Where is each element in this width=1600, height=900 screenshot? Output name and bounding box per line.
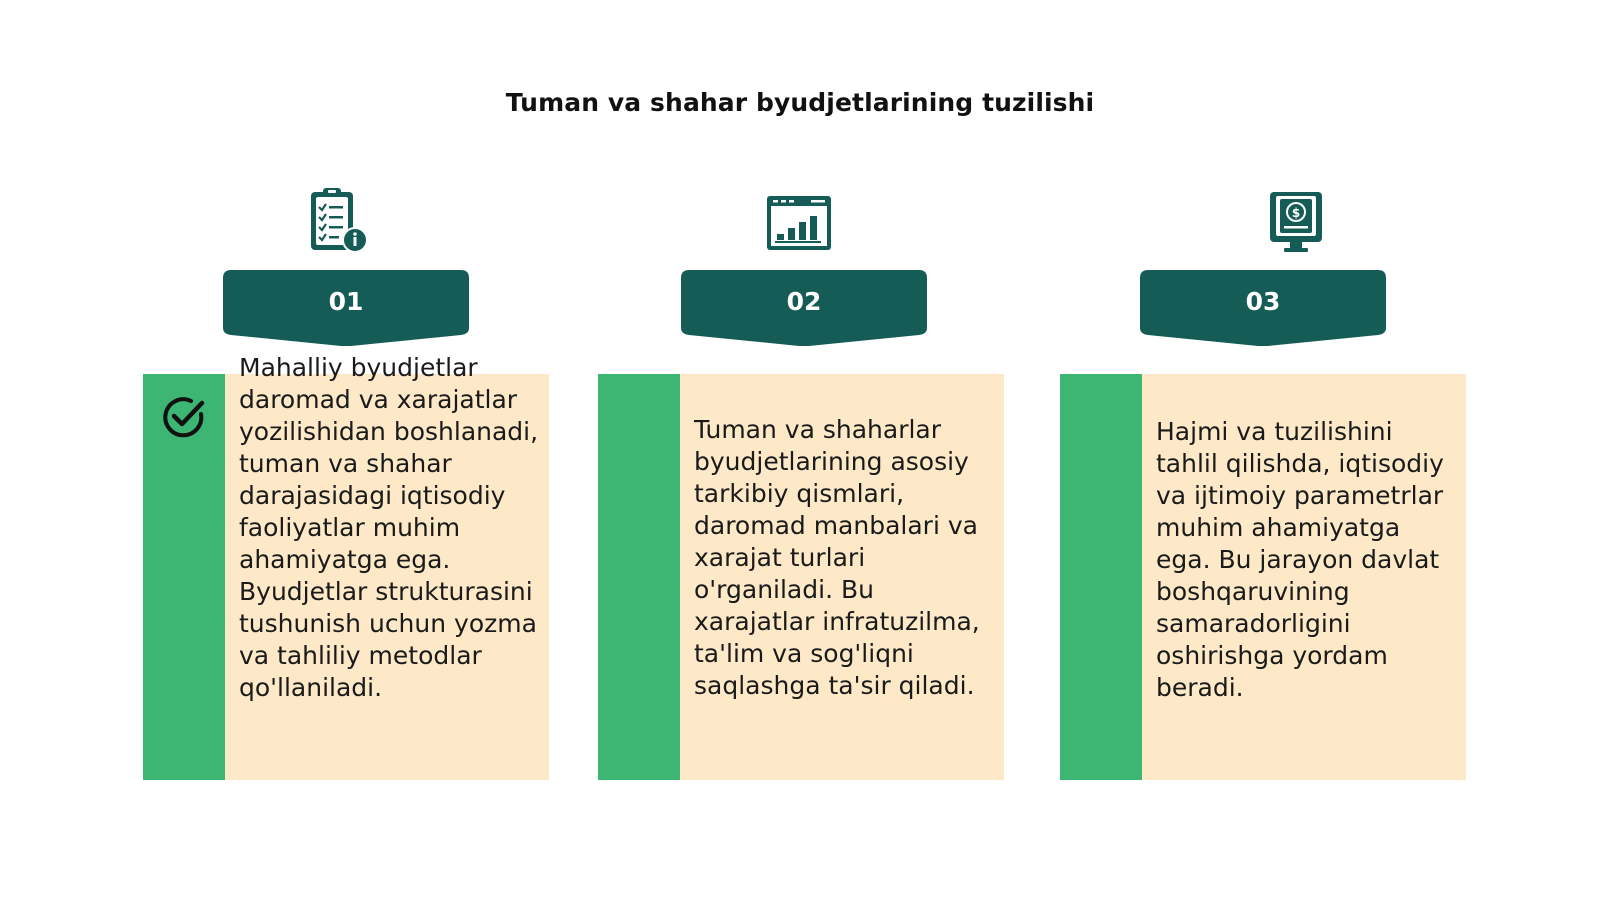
- step-column-02: [598, 0, 1038, 900]
- monitor-dollar-icon: [1260, 186, 1332, 258]
- page-title: Tuman va shahar byudjetlarining tuzilishi: [505, 88, 1095, 117]
- step-card: [143, 353, 549, 780]
- svg-text:$: $: [1291, 206, 1301, 220]
- card-accent-bar: [143, 374, 225, 780]
- step-number: 03: [1245, 287, 1281, 316]
- clipboard-checklist-info-icon: [303, 186, 375, 258]
- check-circle-icon: [161, 394, 207, 440]
- step-badge: [681, 270, 927, 346]
- step-badge: [1140, 270, 1386, 346]
- step-description: Mahalliy byudjetlar daromad va xarajatlar yozilishidan boshlanadi, tuman va shahar darajasidagi iqtisodiy faoliyatlar muhim ahamiyatga ega. Byudjetlar strukturasini tushunish uchun yozma va tahliliy metodlar qo'llaniladi.: [239, 353, 539, 702]
- card-accent-bar: [1060, 374, 1142, 780]
- card-accent-bar: [598, 374, 680, 780]
- browser-bar-chart-icon: [763, 186, 835, 258]
- step-description: Tuman va shaharlar byudjetlarining asosiy tarkibiy qismlari, daromad manbalari va xarajat turlari o'rganiladi. Bu xarajatlar infratuzilma, ta'lim va sog'liqni saqlashga ta'sir qiladi.: [694, 415, 980, 700]
- step-column-01: [140, 0, 580, 900]
- step-column-03: [1060, 0, 1500, 900]
- step-number: 02: [786, 287, 822, 316]
- step-card: [1060, 374, 1466, 780]
- step-number: 01: [328, 287, 364, 316]
- step-description: Hajmi va tuzilishini tahlil qilishda, iqtisodiy va ijtimoiy parametrlar muhim ahamiyatga ega. Bu jarayon davlat boshqaruvining samaradorligini oshirishga yordam beradi.: [1156, 417, 1444, 702]
- step-card: [598, 374, 1004, 780]
- step-badge: [223, 270, 469, 346]
